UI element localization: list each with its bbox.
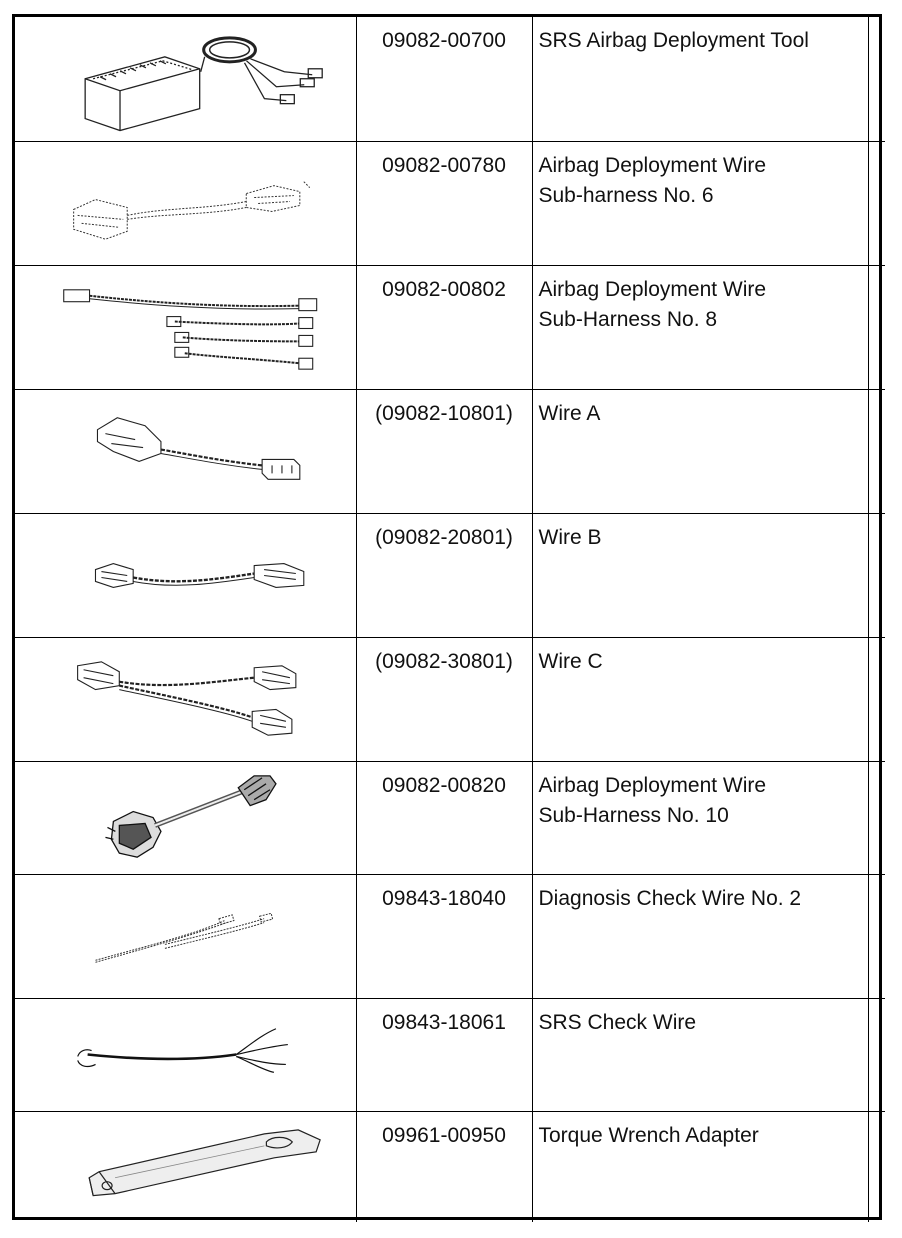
description-line: Torque Wrench Adapter — [538, 1123, 759, 1147]
description-line: Diagnosis Check Wire No. 2 — [538, 886, 802, 910]
table-row — [15, 17, 885, 141]
note-cell — [868, 998, 885, 1111]
part-description — [532, 1111, 868, 1222]
part-number: 09843-18061 — [356, 998, 532, 1111]
description-line: Airbag Deployment Wire — [538, 773, 767, 797]
description-line: Airbag Deployment Wire — [538, 153, 767, 177]
torque-wrench-adapter-icon — [15, 1111, 356, 1222]
table-row — [15, 389, 885, 513]
note-cell — [868, 874, 885, 998]
part-number: 09082-00820 — [356, 761, 532, 874]
part-number: 09082-00700 — [356, 17, 532, 141]
description-line: SRS Check Wire — [538, 1010, 697, 1034]
part-description — [532, 874, 868, 998]
table-row — [15, 761, 885, 874]
table-row — [15, 141, 885, 265]
part-number: 09082-00802 — [356, 265, 532, 389]
description-line: Sub-Harness No. 8 — [538, 307, 718, 331]
part-number: 09843-18040 — [356, 874, 532, 998]
table-row — [15, 637, 885, 761]
part-description — [532, 17, 868, 141]
wire-b-icon — [15, 513, 356, 637]
part-number: (09082-20801) — [356, 513, 532, 637]
wire-c-icon — [15, 637, 356, 761]
description-line: Sub-harness No. 6 — [538, 183, 714, 207]
deployment-tool-box-icon — [15, 17, 356, 141]
note-cell — [868, 17, 885, 141]
part-description — [532, 141, 868, 265]
note-cell — [868, 1111, 885, 1222]
description-line: Wire A — [538, 401, 601, 425]
table-row — [15, 265, 885, 389]
part-description — [532, 637, 868, 761]
description-line: Sub-Harness No. 10 — [538, 803, 729, 827]
wire-sub-harness-10-icon — [15, 761, 356, 874]
description-line: Wire C — [538, 649, 603, 673]
part-description — [532, 761, 868, 874]
part-description — [532, 998, 868, 1111]
wire-sub-harness-8-icon — [15, 265, 356, 389]
wire-sub-harness-6-icon — [15, 141, 356, 265]
note-cell — [868, 761, 885, 874]
description-line: SRS Airbag Deployment Tool — [538, 29, 809, 52]
part-number: (09082-10801) — [356, 389, 532, 513]
srs-check-wire-icon — [15, 998, 356, 1111]
part-number: 09961-00950 — [356, 1111, 532, 1222]
note-cell — [868, 265, 885, 389]
part-number: (09082-30801) — [356, 637, 532, 761]
description-line: Airbag Deployment Wire — [538, 277, 767, 301]
part-description — [532, 389, 868, 513]
wire-a-icon — [15, 389, 356, 513]
table-row — [15, 1111, 885, 1222]
description-line: Wire B — [538, 525, 602, 549]
note-cell — [868, 141, 885, 265]
note-cell — [868, 513, 885, 637]
table-row — [15, 998, 885, 1111]
note-cell — [868, 389, 885, 513]
note-cell — [868, 637, 885, 761]
tools-table — [15, 17, 885, 1222]
part-description — [532, 513, 868, 637]
part-description — [532, 265, 868, 389]
part-number: 09082-00780 — [356, 141, 532, 265]
table-row — [15, 874, 885, 998]
diagnosis-check-wire-icon — [15, 874, 356, 998]
table-row — [15, 513, 885, 637]
special-service-tools-table — [12, 14, 882, 1220]
